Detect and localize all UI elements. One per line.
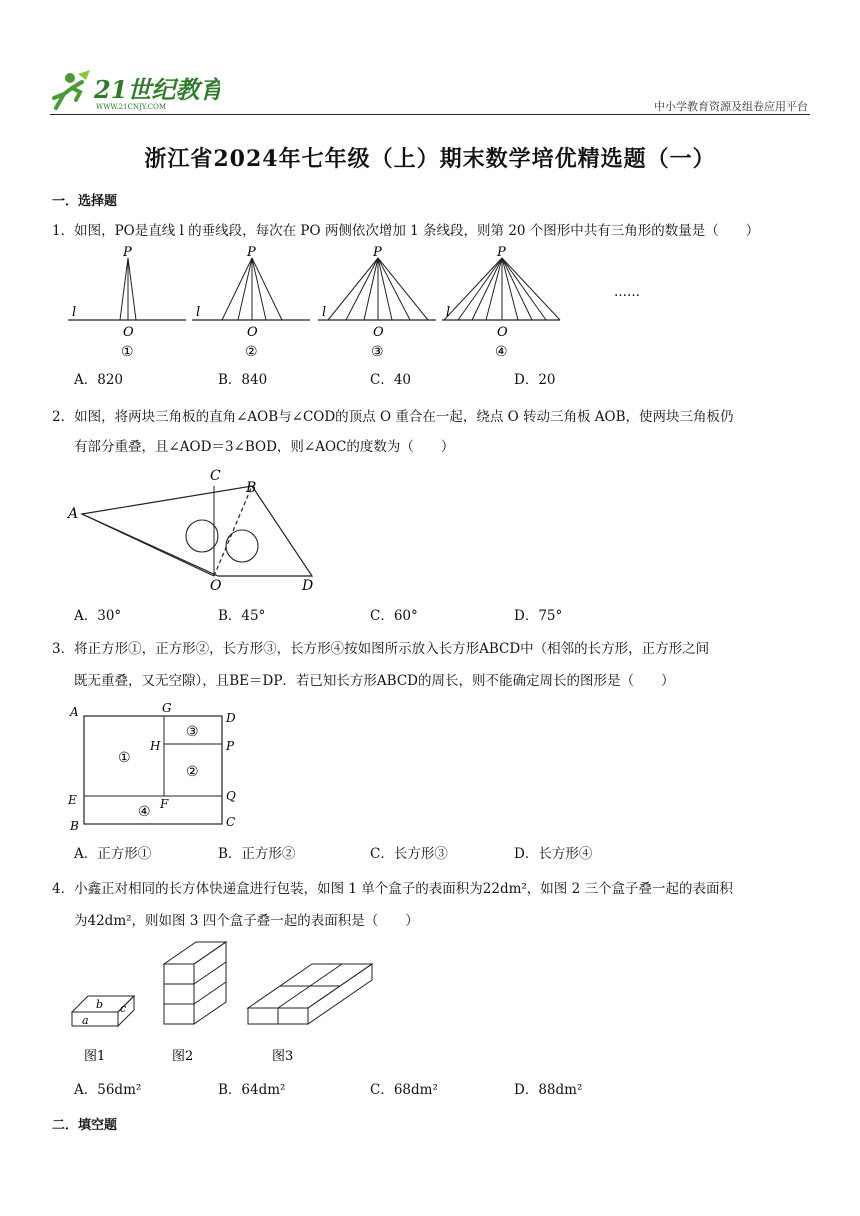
- q3-option-c[interactable]: C．长方形③: [370, 846, 448, 862]
- label-p: P: [226, 739, 235, 753]
- section-choice-heading: 一．选择题: [52, 194, 118, 209]
- section-fill-heading: 二．填空题: [52, 1118, 118, 1133]
- q2-option-b[interactable]: B．45°: [218, 608, 266, 624]
- fan-segment: [252, 258, 266, 320]
- fan-segment: [252, 258, 282, 320]
- fan-segment: [222, 258, 252, 320]
- fan-segment: [502, 258, 532, 320]
- label-l: l: [322, 305, 327, 320]
- question-3-line-2: 既无重叠，又无空隙），且BE＝DP．若已知长方形ABCD的周长，则不能确定周长的图形是（ ）: [74, 673, 675, 689]
- label-p: P: [373, 245, 382, 260]
- q1-option-c[interactable]: C．40: [370, 372, 412, 388]
- question-1-text: 1．如图，PO是直线 l 的垂线段，每次在 PO 两侧依次增加 1 条线段，则第 20 个图形中共有三角形的数量是（ ）: [52, 223, 760, 239]
- q2-option-d[interactable]: D．75°: [514, 608, 563, 624]
- question-4-line-1: 4．小鑫正对相同的长方体快递盒进行包装，如图 1 单个盒子的表面积为22dm²，如图 2 三个盒子叠一起的表面积: [52, 881, 733, 897]
- fig-2-caption: 图2: [172, 1049, 194, 1064]
- label-p: P: [123, 245, 132, 260]
- q4-option-b[interactable]: B．64dm²: [218, 1082, 286, 1098]
- runner-logo-icon: [54, 70, 90, 108]
- q3-option-a[interactable]: A．正方形①: [74, 846, 152, 862]
- fan-segment: [128, 258, 136, 320]
- box-figure-2: [164, 942, 226, 1024]
- logo-text: 21世纪教育: [94, 75, 220, 104]
- fan-segment: [486, 258, 502, 320]
- q4-option-a[interactable]: A．56dm²: [74, 1082, 142, 1098]
- label-g: G: [162, 701, 172, 715]
- platform-name: 中小学教育资源及组卷应用平台: [654, 100, 808, 113]
- label-o: O: [247, 325, 258, 340]
- fan-segment: [378, 258, 410, 320]
- fig-1-caption: 图1: [84, 1049, 106, 1064]
- fan-segment: [502, 258, 546, 320]
- right-angle-circle: [226, 530, 258, 562]
- figure-number: ④: [495, 344, 508, 360]
- box-figure-3: [248, 964, 372, 1024]
- label-l: l: [72, 305, 77, 320]
- q3-option-d[interactable]: D．长方形④: [514, 846, 593, 862]
- fig-3-caption: 图3: [272, 1049, 294, 1064]
- figure-number: ②: [245, 344, 258, 360]
- fan-segment: [502, 258, 560, 320]
- region-2: ②: [186, 764, 199, 780]
- fan-segment: [472, 258, 502, 320]
- q2-option-a[interactable]: A．30°: [74, 608, 122, 624]
- fan-segment: [120, 258, 128, 320]
- label-c: C: [226, 815, 236, 829]
- label-l: l: [196, 305, 201, 320]
- point-o-label: O: [210, 578, 222, 594]
- label-h: H: [150, 739, 161, 753]
- region-3: ③: [186, 724, 199, 740]
- box-figure-1: [72, 996, 134, 1027]
- question-4-figure: [62, 938, 392, 1068]
- point-b-label: B: [246, 480, 257, 496]
- site-logo[interactable]: [50, 68, 220, 112]
- ellipsis: ……: [614, 285, 640, 300]
- region-4: ④: [138, 804, 151, 820]
- figure-number: ③: [371, 344, 384, 360]
- fan-segment: [238, 258, 252, 320]
- label-p: P: [497, 245, 506, 260]
- region-1: ①: [118, 750, 131, 766]
- question-2-line-1: 2．如图，将两块三角板的直角∠AOB与∠COD的顶点 O 重合在一起，绕点 O 转动三角板 AOB，使两块三角板仍: [52, 409, 734, 425]
- label-p: P: [247, 245, 256, 260]
- q3-option-b[interactable]: B．正方形②: [218, 846, 296, 862]
- label-a: a: [82, 1014, 89, 1027]
- label-q: Q: [226, 789, 236, 803]
- label-e: E: [68, 793, 77, 807]
- question-2-line-2: 有部分重叠，且∠AOD＝3∠BOD，则∠AOC的度数为（ ）: [74, 439, 455, 455]
- label-c: c: [120, 1002, 127, 1015]
- label-d: D: [226, 711, 236, 725]
- question-4-line-2: 为42dm²，则如图 3 四个盒子叠一起的表面积是（ ）: [74, 913, 419, 929]
- label-o: O: [123, 325, 134, 340]
- label-o: O: [373, 325, 384, 340]
- q2-option-c[interactable]: C．60°: [370, 608, 418, 624]
- point-c-label: C: [210, 468, 221, 484]
- q1-option-d[interactable]: D．20: [514, 372, 556, 388]
- q1-option-a[interactable]: A．820: [74, 372, 124, 388]
- figure-number: ①: [121, 344, 134, 360]
- q4-option-c[interactable]: C．68dm²: [370, 1082, 438, 1098]
- fan-segment: [502, 258, 518, 320]
- label-a: A: [70, 705, 79, 719]
- question-1-figure: [60, 244, 660, 362]
- label-b: b: [96, 998, 104, 1011]
- question-2-figure: [60, 464, 340, 594]
- header-divider: [50, 114, 810, 115]
- right-angle-circle: [186, 520, 218, 552]
- q1-option-b[interactable]: B．840: [218, 372, 268, 388]
- logo-subtext: WWW.21CNJY.COM: [96, 103, 166, 111]
- label-b: B: [70, 819, 79, 833]
- page-title: 浙江省2024年七年级（上）期末数学培优精选题（一）: [144, 146, 716, 172]
- point-d-label: D: [302, 578, 314, 594]
- fan-segment: [444, 258, 502, 320]
- q4-option-d[interactable]: D．88dm²: [514, 1082, 583, 1098]
- fan-segment: [458, 258, 502, 320]
- question-3-figure: [62, 700, 252, 834]
- question-3-line-1: 3．将正方形①，正方形②，长方形③，长方形④按如图所示放入长方形ABCD中（相邻的长方形，正方形之间: [52, 641, 710, 657]
- label-l: l: [446, 305, 451, 320]
- label-f: F: [160, 797, 169, 811]
- point-a-label: A: [68, 506, 79, 522]
- label-o: O: [497, 325, 508, 340]
- fan-segment: [346, 258, 378, 320]
